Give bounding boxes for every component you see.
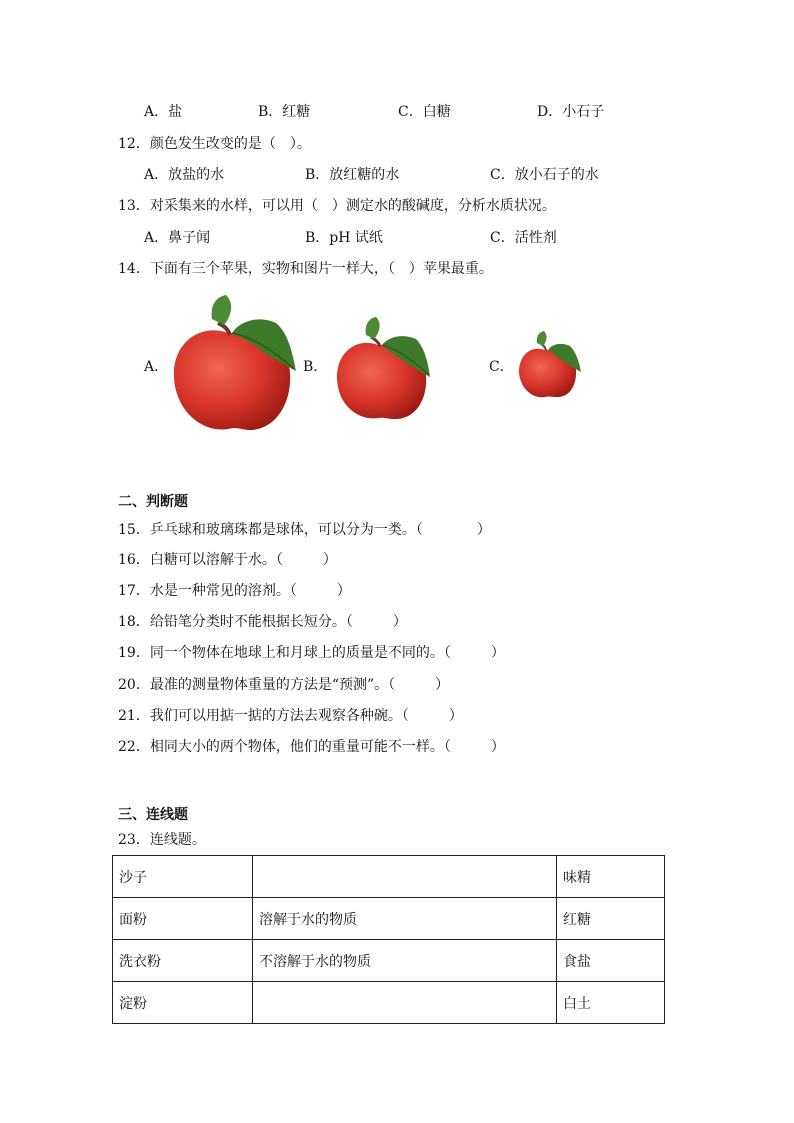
q22	[118, 737, 505, 757]
q13-stem: 13．对采集来的水样，可以用（ ）测定水的酸碱度，分析水质状况。	[118, 198, 556, 214]
table-cell-left: 沙子	[113, 856, 253, 898]
table-cell-middle: 溶解于水的物质	[253, 898, 557, 940]
q17-text: 17．水是一种常见的溶剂。（	[118, 583, 297, 599]
q20-close: ）	[435, 677, 450, 693]
q23-stem: 23．连线题。	[118, 832, 206, 848]
q13-option-b: B．pH 试纸	[305, 230, 383, 246]
q15	[118, 520, 491, 540]
table-cell-right: 白土	[557, 982, 665, 1024]
q14-label-c: C．	[489, 359, 514, 375]
q11-option-c: C．白糖	[398, 104, 451, 120]
table-cell-middle: 不溶解于水的物质	[253, 940, 557, 982]
q14-stem: 14．下面有三个苹果，实物和图片一样大，（ ）苹果最重。	[118, 261, 493, 277]
q12-stem: 12．颜色发生改变的是（ ）。	[118, 136, 311, 152]
q17	[118, 581, 351, 601]
q11-option-d: D．小石子	[537, 104, 605, 120]
q21-text: 21．我们可以用掂一掂的方法去观察各种碗。（	[118, 708, 409, 724]
q16-close: ）	[322, 552, 337, 568]
q18-text: 18．给铅笔分类时不能根据长短分。（	[118, 614, 353, 630]
table-row	[113, 856, 665, 898]
apple-medium-image	[334, 315, 434, 423]
apple-small-image	[517, 330, 583, 400]
q17-close: ）	[336, 583, 351, 599]
q14-label-b: B．	[303, 359, 328, 375]
q16	[118, 550, 337, 570]
apple-large-image	[170, 293, 300, 435]
table-row	[113, 940, 665, 982]
q15-text: 15．乒乓球和玻璃珠都是球体，可以分为一类。（	[118, 522, 423, 538]
q19-text: 19．同一个物体在地球上和月球上的质量是不同的。（	[118, 645, 451, 661]
q12-option-b: B．放红糖的水	[305, 167, 400, 183]
section2-title: 二、判断题	[118, 494, 188, 510]
table-cell-left: 洗衣粉	[113, 940, 253, 982]
table-cell-right: 味精	[557, 856, 665, 898]
table-cell-right: 红糖	[557, 898, 665, 940]
q22-text: 22．相同大小的两个物体，他们的重量可能不一样。（	[118, 739, 451, 755]
q12-option-c: C．放小石子的水	[490, 167, 599, 183]
q21	[118, 706, 463, 726]
table-row	[113, 898, 665, 940]
q20	[118, 675, 449, 695]
q18	[118, 612, 407, 632]
q16-text: 16．白糖可以溶解于水。（	[118, 552, 283, 568]
table-cell-left: 淀粉	[113, 982, 253, 1024]
q11-option-a: A．盐	[144, 104, 183, 120]
q14-label-a: A．	[144, 359, 169, 375]
table-cell-left: 面粉	[113, 898, 253, 940]
q13-option-a: A．鼻子闻	[144, 230, 211, 246]
q11-option-b: B．红糖	[258, 104, 311, 120]
q13-option-c: C．活性剂	[490, 230, 557, 246]
q19-close: ）	[490, 645, 505, 661]
table-cell-middle	[253, 856, 557, 898]
table-cell-right: 食盐	[557, 940, 665, 982]
q22-close: ）	[490, 739, 505, 755]
q12-option-a: A．放盐的水	[144, 167, 225, 183]
table-row	[113, 982, 665, 1024]
matching-table	[112, 855, 665, 1024]
q21-close: ）	[448, 708, 463, 724]
q18-close: ）	[392, 614, 407, 630]
q19	[118, 643, 505, 663]
section3-title: 三、连线题	[118, 807, 188, 823]
q15-close: ）	[476, 522, 491, 538]
table-cell-middle	[253, 982, 557, 1024]
q20-text: 20．最准的测量物体重量的方法是“预测”。（	[118, 677, 396, 693]
